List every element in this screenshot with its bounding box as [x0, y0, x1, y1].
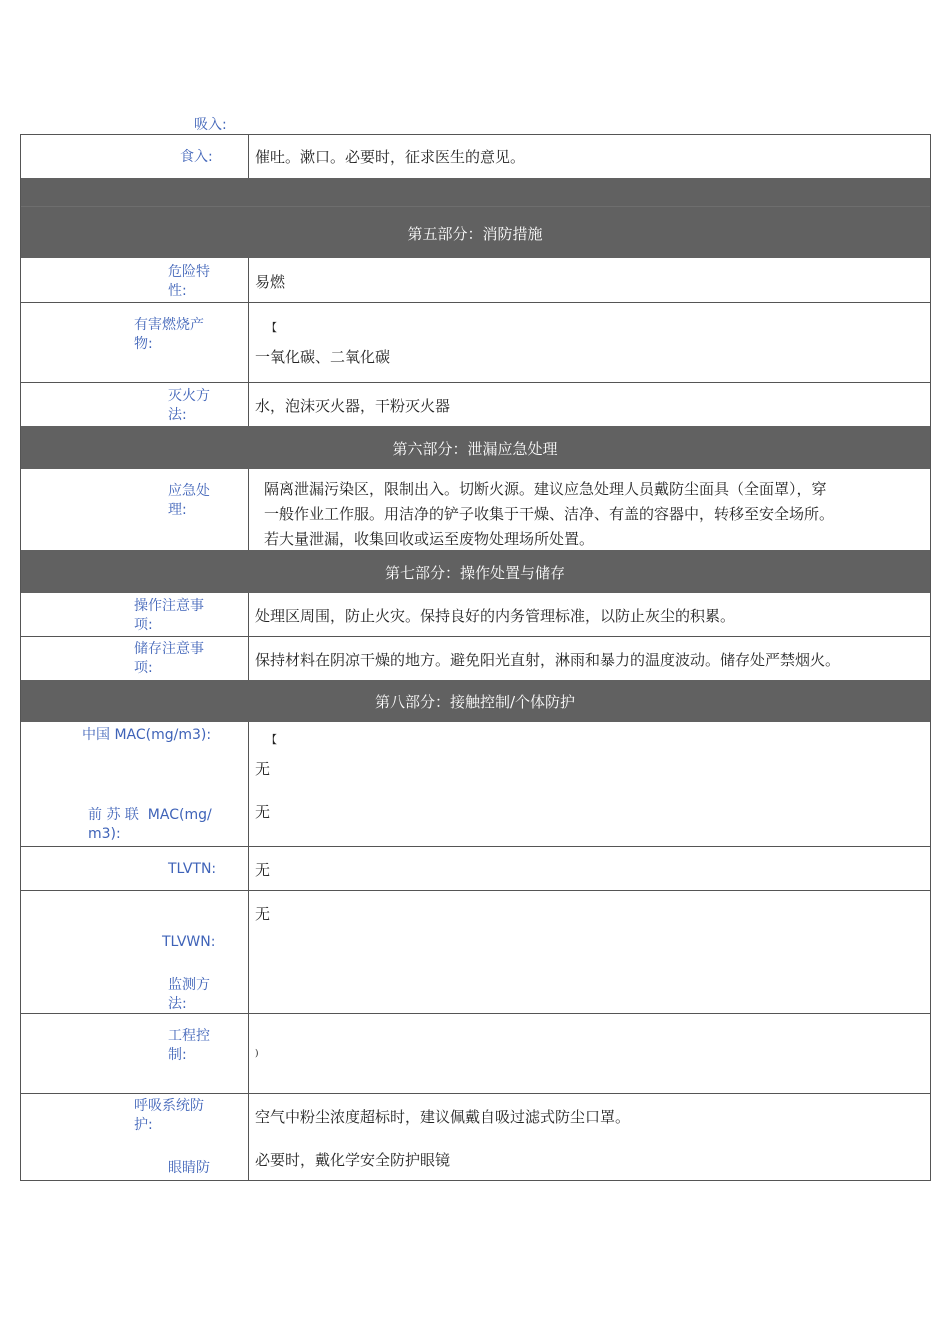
method-value: 水，泡沫灭火器，干粉灭火器 [255, 397, 451, 415]
eye-label: 眼睛防 [168, 1160, 210, 1176]
hazard-value: 易燃 [255, 273, 286, 291]
storage-value: 保持材料在阴凉干燥的地方。避免阳光直射，淋雨和暴力的温度波动。储存处严禁烟火。 [255, 651, 841, 669]
column-divider [248, 593, 249, 680]
storage-label: 储存注意事 项: [134, 641, 204, 676]
china-mac-value: 无 [255, 760, 271, 778]
eye-value: 必要时，戴化学安全防护眼镜 [255, 1151, 451, 1169]
tlvwn-label: TLVWN: [162, 934, 216, 950]
exposure-mark: 【 [266, 733, 277, 746]
tlvwn-value: 无 [255, 905, 271, 923]
divider [20, 1013, 930, 1014]
column-divider [248, 722, 249, 1181]
products-mark: 【 [266, 321, 277, 334]
respiratory-value: 空气中粉尘浓度超标时，建议佩戴自吸过滤式防尘口罩。 [255, 1108, 631, 1126]
method-label: 灭火方 法: [168, 388, 210, 423]
section-band [20, 178, 930, 258]
operation-value: 处理区周围，防止火灾。保持良好的内务管理标准，以防止灰尘的积累。 [255, 607, 736, 625]
eye-label-clip [168, 1159, 210, 1180]
ussr-mac-label: 前 苏 联 MAC(mg/ m3): [88, 807, 212, 842]
ussr-mac-value: 无 [255, 803, 271, 821]
section-5-title: 第五部分：消防措施 [407, 225, 543, 243]
divider [20, 1180, 930, 1181]
leak-value: 隔离泄漏污染区，限制出入。切断火源。建议应急处理人员戴防尘面具（全面罩），穿 一般作业工作服。用洁净的铲子收集于干燥、洁净、有盖的容器中，转移至安全场所。 若大量泄漏，收集回收或运至废物处理场所处置。 [264, 480, 835, 548]
divider [20, 134, 930, 135]
divider [20, 890, 930, 891]
monitor-label: 监测方 法: [168, 977, 210, 1012]
divider [20, 846, 930, 847]
table-border-right [930, 134, 931, 1181]
engineering-mark: ) [255, 1049, 259, 1059]
table-border-left [20, 134, 21, 1181]
hazard-label: 危险特 性: [168, 264, 210, 299]
section-8-title: 第八部分：接触控制/个体防护 [374, 693, 576, 711]
ingest-value: 催吐。漱口。必要时，征求医生的意见。 [255, 148, 526, 166]
ingest-label: 食入: [180, 149, 213, 165]
divider [20, 1093, 930, 1094]
leak-label: 应急处 理: [168, 483, 210, 518]
inhale-label: 吸入: [194, 117, 227, 133]
products-label: 有害燃烧产 物: [134, 317, 204, 352]
column-divider [248, 258, 249, 426]
tlvtn-value: 无 [255, 861, 271, 879]
column-divider [248, 134, 249, 178]
divider [20, 636, 930, 637]
respiratory-label: 呼吸系统防 护: [134, 1098, 204, 1133]
engineering-label: 工程控 制: [168, 1028, 210, 1063]
products-value: 一氧化碳、二氧化碳 [255, 348, 391, 366]
divider [20, 302, 930, 303]
china-mac-label: 中国 MAC(mg/m3): [82, 727, 212, 743]
divider [20, 206, 930, 207]
section-7-title: 第七部分：操作处置与储存 [384, 564, 565, 582]
section-6-title: 第六部分：泄漏应急处理 [392, 440, 558, 458]
divider [20, 382, 930, 383]
column-divider [248, 469, 249, 550]
tlvtn-label: TLVTN: [168, 861, 217, 877]
operation-label: 操作注意事 项: [134, 598, 204, 633]
